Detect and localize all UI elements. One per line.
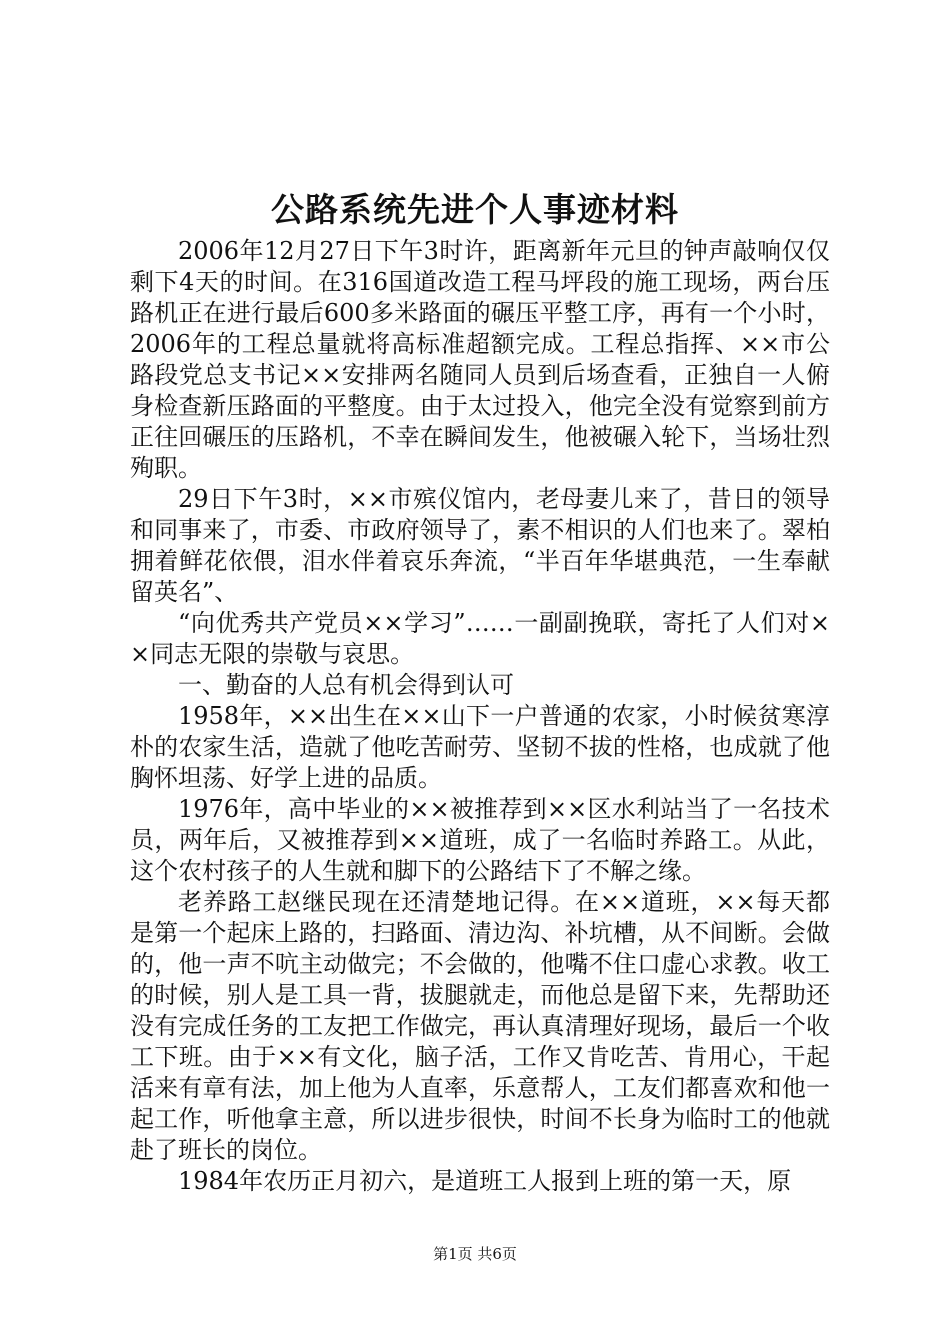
page-title: 公路系统先进个人事迹材料: [271, 190, 679, 229]
paragraph: 1976年，高中毕业的××被推荐到××区水利站当了一名技术员，两年后，又被推荐到××道班，成了一名临时养路工。从此，这个农村孩子的人生就和脚下的公路结下了不解之缘。: [130, 795, 830, 885]
paragraph: 29日下午3时，××市殡仪馆内，老母妻儿来了，昔日的领导和同事来了，市委、市政府领导了，素不相识的人们也来了。翠柏拥着鲜花依偎，泪水伴着哀乐奔流，“半百年华堪典范，一生奉献留英名”、: [130, 485, 830, 606]
section-heading: 一、勤奋的人总有机会得到认可: [178, 671, 514, 699]
paragraph: 1984年农历正月初六，是道班工人报到上班的第一天，原: [178, 1167, 792, 1195]
paragraph: 老养路工赵继民现在还清楚地记得。在××道班，××每天都是第一个起床上路的，扫路面、清边沟、补坑槽，从不间断。会做的，他一声不吭主动做完；不会做的，他嘴不住口虚心求教。收工的时候，别人是工具一背，拔腿就走，而他总是留下来，先帮助还没有完成任务的工友把工作做完，再认真清理好现场，最后一个收工下班。由于××有文化，脑子活，工作又肯吃苦、肯用心，干起活来有章有法，加上他为人直率，乐意帮人，工友们都喜欢和他一起工作，听他拿主意，所以进步很快，时间不长身为临时工的他就赴了班长的岗位。: [130, 888, 830, 1164]
paragraph: 2006年12月27日下午3时许，距离新年元旦的钟声敲响仅仅剩下4天的时间。在316国道改造工程马坪段的施工现场，两台压路机正在进行最后600多米路面的碾压平整工序，再有一个小时，2006年的工程总量就将高标准超额完成。工程总指挥、××市公路段党总支书记××安排两名随同人员到后场查看，正独自一人俯身检查新压路面的平整度。由于太过投入，他完全没有觉察到前方正往回碾压的压路机，不幸在瞬间发生，他被碾入轮下，当场壮烈殉职。: [130, 237, 830, 482]
paragraph: 1958年，××出生在××山下一户普通的农家，小时候贫寒淳朴的农家生活，造就了他吃苦耐劳、坚韧不拔的性格，也成就了他胸怀坦荡、好学上进的品质。: [130, 702, 830, 792]
document-body: [130, 236, 830, 1197]
paragraph: “向优秀共产党员××学习”……一副副挽联，寄托了人们对××同志无限的崇敬与哀思。: [130, 609, 830, 668]
page-footer: 第1页 共6页: [433, 1245, 517, 1263]
